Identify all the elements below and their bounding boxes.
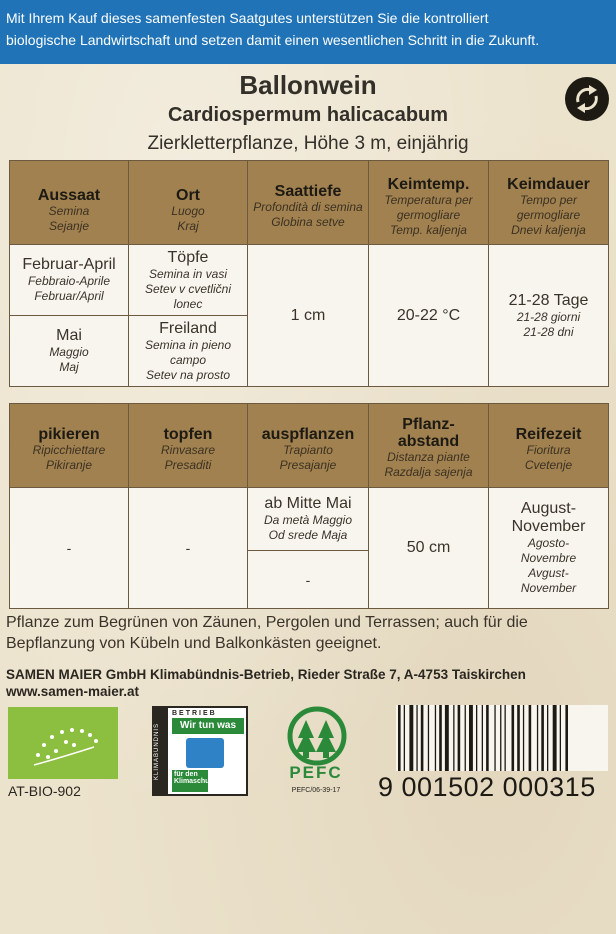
auspflanzen-cell-2: - xyxy=(248,551,369,609)
header-keimdauer: Keimdauer Tempo per germogliare Dnevi kaljenja xyxy=(489,161,609,245)
pefc-label: PEFC xyxy=(289,763,343,782)
header-ort: Ort Luogo Kraj xyxy=(129,161,248,245)
globe-icon xyxy=(186,738,224,768)
sowing-row-1 xyxy=(10,245,609,316)
reifezeit-cell: August-November Agosto-Novembre Avgust-November xyxy=(489,488,609,609)
header-keimtemp: Keimtemp. Temperatura per germogliare Temp. kaljenja xyxy=(369,161,489,245)
ort-cell-2: Freiland Semina in pieno campo Setev na prosto xyxy=(129,316,248,387)
sowing-table-header-row xyxy=(10,161,609,245)
product-latin-name: Cardiospermum halicacabum xyxy=(167,104,449,126)
top-banner xyxy=(0,0,616,64)
keimtemp-cell: 20-22 °C xyxy=(369,245,489,387)
klima-top-label: BETRIEB xyxy=(172,710,217,717)
ort-cell-1: Töpfe Semina in vasi Setev v cvetlični lonec xyxy=(129,245,248,316)
company-address: SAMEN MAIER GmbH Klimabündnis-Betrieb, Rieder Straße 7, A-4753 Taiskirchen xyxy=(6,667,526,682)
saattiefe-cell: 1 cm xyxy=(248,245,369,387)
pefc-tree-icon xyxy=(282,706,352,766)
recycle-icon xyxy=(564,76,610,122)
pikieren-cell: - xyxy=(10,488,129,609)
header-pflanzabstand: Pflanz-abstand Distanza piante Razdalja sajenja xyxy=(369,404,489,488)
header-pikieren: pikieren Ripicchiettare Pikiranje xyxy=(10,404,129,488)
klima-badge: Wir tun was xyxy=(172,718,244,734)
abstand-cell: 50 cm xyxy=(369,488,489,609)
klima-bottom-label: für den Klimaschutz xyxy=(172,770,208,792)
header-topfen: topfen Rinvasare Presaditi xyxy=(129,404,248,488)
banner-line-2: biologische Landwirtschaft und setzen damit einen wesentlichen Schritt in die Zukunft. xyxy=(6,32,540,48)
planting-row-1 xyxy=(10,488,609,551)
topfen-cell: - xyxy=(129,488,248,609)
usage-note: Pflanze zum Begrünen von Zäunen, Pergolen und Terrassen; auch für die Bepflanzung von Kübeln und Balkonkästen geeignet. xyxy=(6,614,528,652)
eu-organic-leaf-icon xyxy=(8,707,118,779)
planting-table-header-row xyxy=(10,404,609,488)
klimabuendnis-logo xyxy=(152,706,248,796)
pefc-code: PEFC/06-39-17 xyxy=(291,787,341,794)
product-name: Ballonwein xyxy=(239,70,377,100)
header-auspflanzen: auspflanzen Trapianto Presajanje xyxy=(248,404,369,488)
header-saattiefe: Saattiefe Profondità di semina Globina setve xyxy=(248,161,369,245)
website-link[interactable]: www.samen-maier.at xyxy=(6,684,140,699)
eu-organic-code: AT-BIO-902 xyxy=(8,783,81,799)
sowing-table xyxy=(9,160,609,387)
aussaat-cell-1: Februar-April Febbraio-Aprile Februar/April xyxy=(10,245,129,316)
auspflanzen-cell-1: ab Mitte Mai Da metà Maggio Od srede Maja xyxy=(248,488,369,551)
keimdauer-cell: 21-28 Tage 21-28 giorni 21-28 dni xyxy=(489,245,609,387)
planting-table xyxy=(9,403,609,609)
klima-side-label: KLIMABÜNDNIS xyxy=(154,708,168,794)
product-description: Zierkletterpflanze, Höhe 3 m, einjährig xyxy=(147,133,469,154)
aussaat-cell-2: Mai Maggio Maj xyxy=(10,316,129,387)
barcode-icon xyxy=(396,705,608,771)
header-aussaat: Aussaat Semina Sejanje xyxy=(10,161,129,245)
barcode-number: 9 001502 000315 xyxy=(378,772,596,802)
banner-line-1: Mit Ihrem Kauf dieses samenfesten Saatgutes unterstützen Sie die kontrolliert xyxy=(6,10,489,26)
header-reifezeit: Reifezeit Fioritura Cvetenje xyxy=(489,404,609,488)
